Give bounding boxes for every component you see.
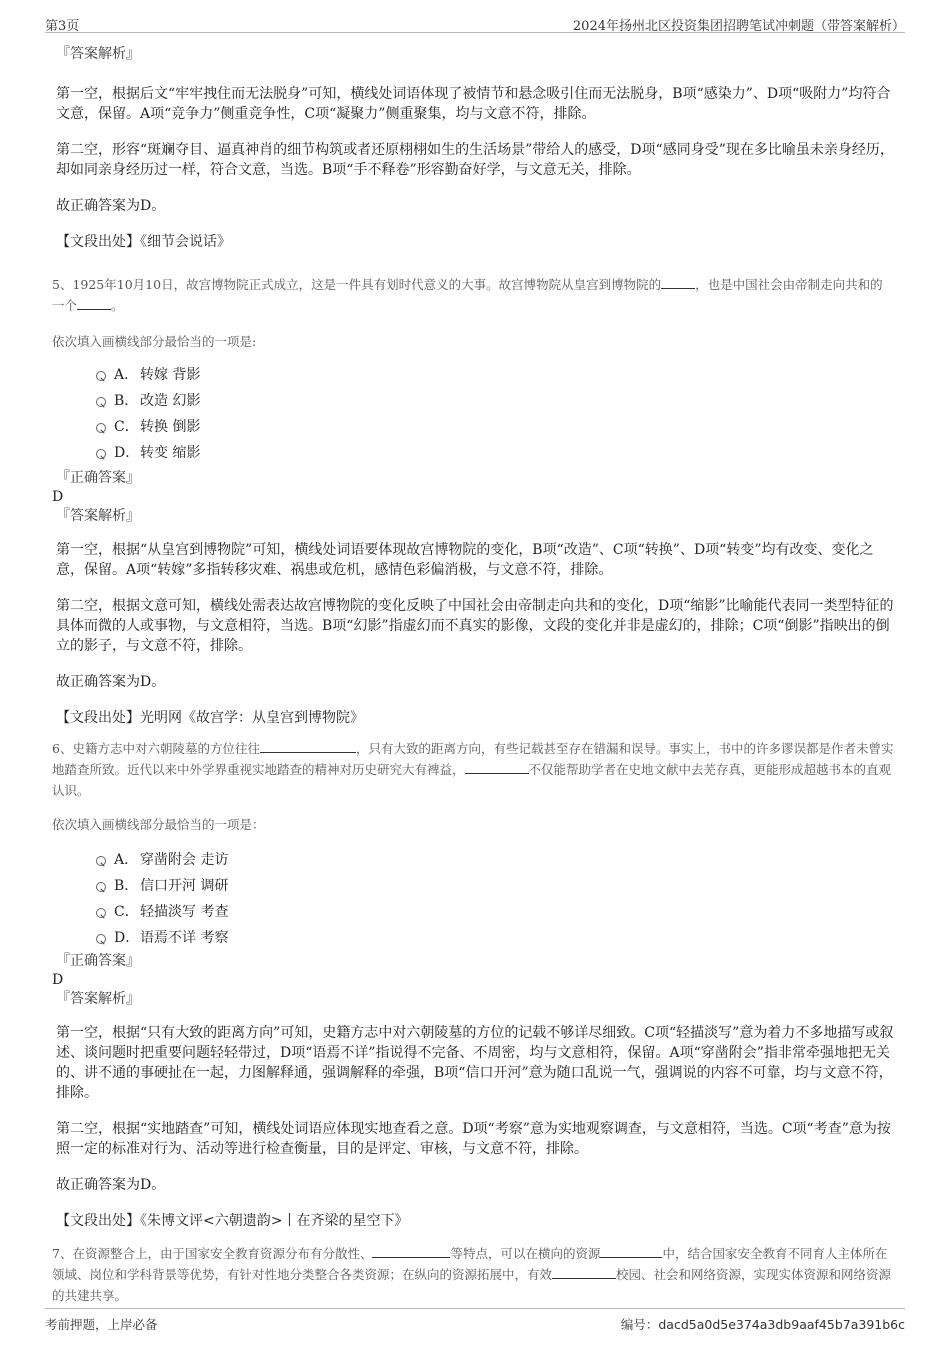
question-number: 7、: [52, 1246, 73, 1261]
analysis-paragraph: 第二空，根据文意可知，横线处需表达故宫博物院的变化反映了中国社会由帝制走向共和的变化，D项“缩影”比喻能代表同一类型特征的具体而微的人或事物，与文意相符，当选。B项“幻影”指虚幻而不真实的影像，文段的变化并非是虚幻的，排除；C项“倒影”指映出的倒立的影子，与文意不符，排除。: [56, 598, 894, 654]
source-line: 【文段出处】《朱博文评<六朝遗韵>丨在齐梁的星空下》: [56, 1213, 409, 1229]
fill-blank: [372, 1243, 450, 1258]
radio-icon[interactable]: [96, 397, 106, 407]
fill-blank: [552, 1264, 616, 1279]
options-list: [96, 847, 894, 951]
option-b[interactable]: B． 改造 幻影: [96, 388, 894, 414]
analysis-label: 『答案解析』: [56, 46, 140, 62]
analysis-paragraph: 第一空，根据后文“牢牢拽住而无法脱身”可知，横线处词语体现了被情节和悬念吸引住而无法脱身，B项“感染力”、D项“吸附力”均符合文意，保留。A项“竞争力”侧重竞争性，C项“凝聚力”侧重聚集，均与文意不符，排除。: [56, 86, 891, 122]
footer-slogan: 考前押题，上岸必备: [45, 1317, 158, 1332]
page-footer: [45, 1308, 905, 1337]
radio-icon[interactable]: [96, 908, 106, 918]
fill-blank: [600, 1243, 662, 1258]
analysis-paragraph: 第二空，形容“斑斓夺目、逼真神肖的细节构筑或者还原栩栩如生的生活场景”带给人的感受，D项“感同身受”现在多比喻虽未亲身经历，却如同亲身经历过一样，符合文意，当选。B项“手不释卷”形容勤奋好学，与文意无关，排除。: [56, 142, 894, 178]
analysis-paragraph: 第一空，根据“从皇宫到博物院”可知，横线处词语要体现故宫博物院的变化，B项“改造”、C项“转换”、D项“转变”均有改变、变化之意，保留。A项“转嫁”多指转移灾难、祸患或危机，感情色彩偏消极，与文意不符，排除。: [56, 542, 874, 578]
radio-icon[interactable]: [96, 882, 106, 892]
document-code: 编号：dacd5a0d5e374a3db9aaf45b7a391b6c: [620, 1317, 905, 1332]
analysis-paragraph: 第一空，根据“只有大致的距离方向”可知，史籍方志中对六朝陵墓的方位的记载不够详尽细致。C项“轻描淡写”意为着力不多地描写或叙述、谈问题时把重要问题轻轻带过，D项“语焉不详”指说得不完备、不周密，均与文意相符，保留。A项“穿凿附会”指非常牵强地把无关的、讲不通的事硬扯在一起，力图解释通，强调解释的牵强，B项“信口开河”意为随口乱说一气，强调说的内容不可靠，均与文意不符，排除。: [56, 1025, 894, 1101]
question-number: 5、: [52, 277, 73, 292]
question-6: 6、史籍方志中对六朝陵墓的方位往往 ，只有大致的距离方向，有些记载甚至存在错漏和误导。事实上，书中的许多谬误都是作者未曾实地踏查所致。近代以来中外学界重视实地踏查的精神对历史研究大有裨益， 不仅能帮助学者在史地文献中去芜存真，更能形成超越书本的直观认识。: [52, 738, 894, 801]
analysis-label: 『答案解析』: [56, 991, 140, 1007]
option-c[interactable]: C．轻描淡写 考查: [96, 899, 894, 925]
correct-answer-label: 『正确答案』: [56, 470, 140, 486]
fill-blank: [465, 759, 529, 774]
fill-blank: [77, 295, 111, 310]
document-title: 2024年扬州北区投资集团招聘笔试冲刺题（带答案解析）: [572, 19, 905, 34]
option-d[interactable]: D．语焉不详 考察: [96, 925, 894, 951]
source-line: 【文段出处】光明网《故宫学：从皇宫到博物院》: [56, 710, 364, 726]
option-d[interactable]: D．转变 缩影: [96, 440, 894, 466]
radio-icon[interactable]: [96, 449, 106, 459]
analysis-label: 『答案解析』: [56, 508, 140, 524]
radio-icon[interactable]: [96, 934, 106, 944]
document-body: [52, 44, 894, 1306]
option-a[interactable]: A． 穿凿附会 走访: [96, 847, 894, 873]
radio-icon[interactable]: [96, 856, 106, 866]
fill-blank: [260, 738, 356, 753]
source-line: 【文段出处】《细节会说话》: [56, 234, 231, 250]
option-c[interactable]: C．转换 倒影: [96, 414, 894, 440]
question-number: 6、: [52, 741, 73, 756]
correct-answer: D: [52, 972, 64, 988]
question-5: 5、1925年10月10日，故宫博物院正式成立，这是一件具有划时代意义的大事。故宫博物院从皇宫到博物院的 ，也是中国社会由帝制走向共和的一个 。: [52, 274, 894, 316]
page-number: 第3页: [45, 19, 80, 34]
radio-icon[interactable]: [96, 423, 106, 433]
analysis-paragraph: 第二空，根据“实地踏查”可知，横线处词语应体现实地查看之意。D项“考察”意为实地观察调查，与文意相符，当选。C项“考查”意为按照一定的标准对行为、活动等进行检查衡量，目的是评定、审核，与文意不符，排除。: [56, 1121, 891, 1157]
option-b[interactable]: B． 信口开河 调研: [96, 873, 894, 899]
conclusion-text: 故正确答案为D。: [56, 1177, 166, 1193]
correct-answer: D: [52, 489, 64, 505]
question-7: 7、在资源整合上，由于国家安全教育资源分布有分散性、 等特点，可以在横向的资源 中，结合国家安全教育不同育人主体所在领域、岗位和学科背景等优势，有针对性地分类整合各类资源；在纵向的资源拓展中，有效 校园、社会和网络资源，实现实体资源和网络资源的共建共享。: [52, 1243, 894, 1306]
radio-icon[interactable]: [96, 371, 106, 381]
conclusion-text: 故正确答案为D。: [56, 674, 166, 690]
option-a[interactable]: A． 转嫁 背影: [96, 362, 894, 388]
correct-answer-label: 『正确答案』: [56, 953, 140, 969]
fill-blank: [661, 274, 695, 289]
conclusion-text: 故正确答案为D。: [56, 198, 166, 214]
question-prompt: 依次填入画横线部分最恰当的一项是：: [52, 817, 265, 832]
page-header: [45, 12, 905, 33]
question-prompt: 依次填入画横线部分最恰当的一项是:: [52, 334, 257, 349]
options-list: [96, 362, 894, 466]
